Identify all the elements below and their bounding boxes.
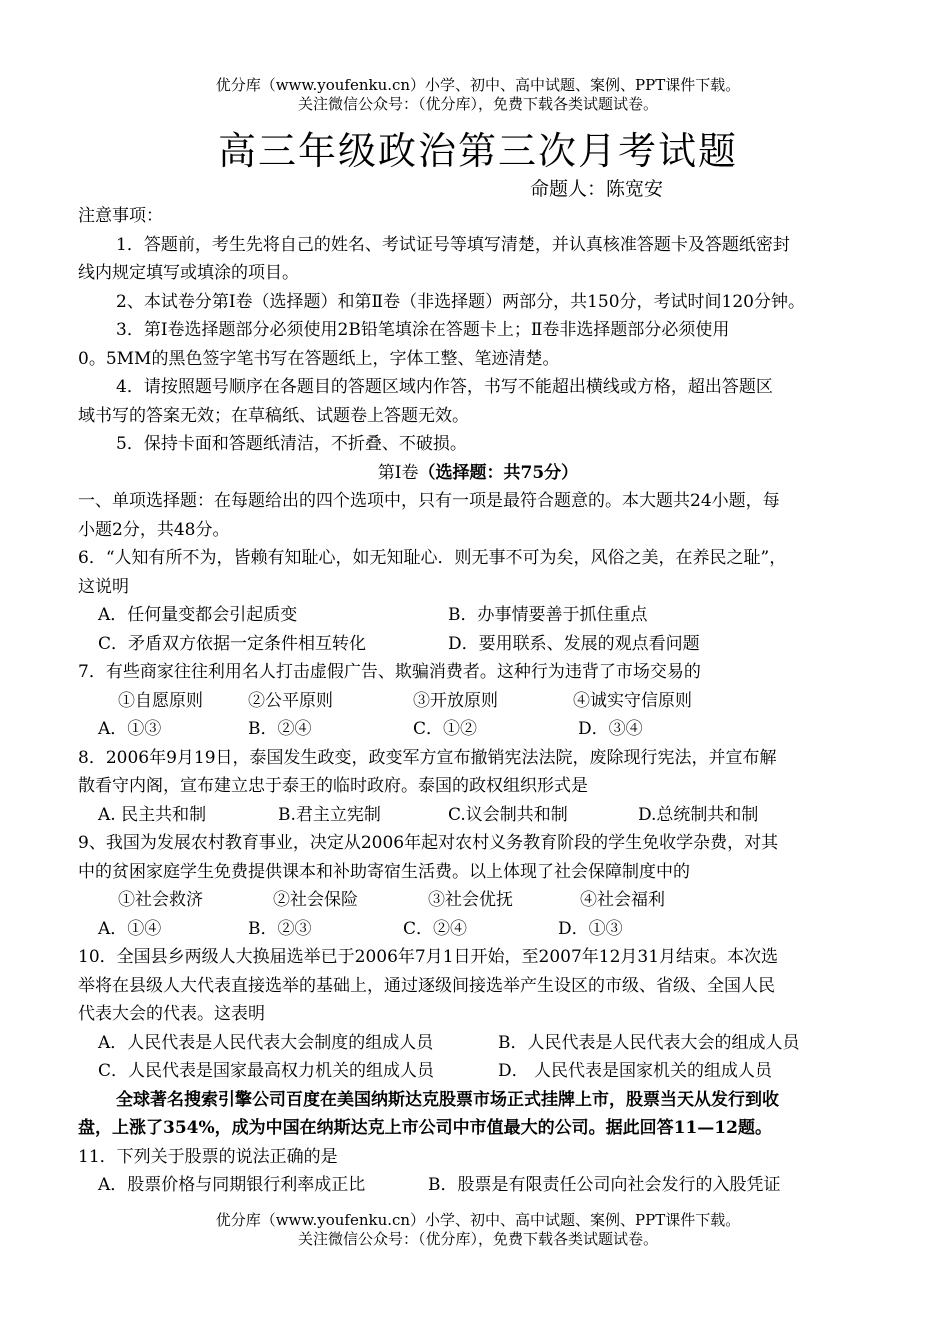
intro-a: 一、单项选择题：在每题给出的四个选项中，只有一项是最符合题意的。本大题共24小题，每 — [78, 491, 780, 511]
q10-stem-a: 10．全国县乡两级人大换届选举已于2006年7月1日开始，至2007年12月31月结束。本次选 — [78, 947, 779, 967]
question-9 — [78, 829, 878, 943]
banner-line-2: 关注微信公众号：（优分库），免费下载各类试题试卷。 — [297, 95, 658, 113]
notes-section — [78, 202, 878, 459]
q7-statement-3: ③开放原则 — [413, 690, 498, 711]
q9-statement-3: ③社会优抚 — [428, 890, 513, 910]
question-6 — [78, 544, 878, 658]
q10-option-a[interactable]: A．人民代表是人民代表大会制度的组成人员 — [98, 1032, 434, 1053]
note-1b: 线内规定填写或填涂的项目。 — [78, 263, 299, 283]
footer-line-2: 关注微信公众号：（优分库），免费下载各类试题试卷。 — [297, 1230, 658, 1248]
note-3a: 3．第Ⅰ卷选择题部分必须使用2B铅笔填涂在答题卡上；Ⅱ卷非选择题部分必须使用 — [116, 320, 730, 340]
q11-options — [78, 1171, 878, 1200]
q11-option-b[interactable]: B．股票是有限责任公司向社会发行的入股凭证 — [428, 1175, 781, 1195]
q7-options — [78, 715, 878, 744]
q9-statement-1: ①社会救济 — [118, 890, 203, 910]
q11-option-a[interactable]: A．股票价格与同期银行利率成正比 — [98, 1175, 366, 1195]
q6-stem-a: 6．“人知有所不为，皆赖有知耻心，如无知耻心．则无事不可为矣，风俗之美，在养民之耻”， — [78, 548, 787, 568]
question-11 — [78, 1143, 878, 1200]
q9-statement-2: ②社会保险 — [273, 890, 358, 910]
exam-page — [78, 76, 878, 1200]
section-prefix: 第Ⅰ卷 — [377, 462, 419, 483]
q10-options-row1 — [78, 1029, 878, 1058]
note-4a: 4．请按照题号顺序在各题目的答题区域内作答，书写不能超出横线或方格，超出答题区 — [116, 377, 773, 397]
material-b: 盘，上涨了354%，成为中国在纳斯达克上市公司中市值最大的公司。据此回答11—12题。 — [78, 1118, 772, 1138]
q6-option-b[interactable]: B．办事情要善于抓住重点 — [448, 605, 648, 625]
question-10 — [78, 943, 878, 1086]
section-heading — [78, 459, 878, 488]
banner-line-1: 优分库（www.youfenku.cn）小学、初中、高中试题、案例、PPT课件下载。 — [215, 76, 741, 94]
question-8 — [78, 744, 878, 830]
author: 命题人：陈宽安 — [529, 178, 663, 200]
q8-option-a[interactable]: A. 民主共和制 — [98, 804, 207, 825]
footer-banner — [78, 1211, 878, 1249]
q7-option-a[interactable]: A．①③ — [98, 719, 162, 739]
q6-option-a[interactable]: A．任何量变都会引起质变 — [98, 605, 298, 625]
note-1a: 1．答题前，考生先将自己的姓名、考试证号等填写清楚，并认真核准答题卡及答题纸密封 — [116, 234, 790, 255]
exam-title: 高三年级政治第三次月考试题 — [217, 129, 738, 173]
reading-material — [78, 1086, 878, 1143]
q10-option-d[interactable]: D． 人民代表是国家机关的组成人员 — [498, 1061, 773, 1081]
q6-option-d[interactable]: D．要用联系、发展的观点看问题 — [448, 633, 700, 654]
q8-options — [78, 801, 878, 830]
q9-option-a[interactable]: A．①④ — [98, 918, 162, 939]
q9-option-c[interactable]: C．②④ — [403, 918, 468, 939]
note-3b: 0。5MM的黑色签字笔书写在答题纸上，字体工整、笔迹清楚。 — [78, 348, 560, 369]
material-a: 全球著名搜索引擎公司百度在美国纳斯达克股票市场正式挂牌上市，股票当天从发行到收 — [116, 1089, 779, 1110]
q7-statement-4: ④诚实守信原则 — [573, 690, 692, 711]
q7-stem: 7．有些商家往往利用名人打击虚假广告、欺骗消费者。这种行为违背了市场交易的 — [78, 662, 701, 682]
q6-stem-b: 这说明 — [78, 576, 129, 597]
q8-stem-b: 散看守内阁，宣布建立忠于泰王的临时政府。泰国的政权组织形式是 — [78, 776, 588, 796]
q9-statements — [78, 886, 878, 915]
q8-option-d[interactable]: D.总统制共和制 — [638, 804, 759, 825]
q9-options — [78, 915, 878, 944]
note-2: 2、本试卷分第Ⅰ卷（选择题）和第Ⅱ卷（非选择题）两部分，共150分，考试时间120分钟。 — [116, 291, 805, 312]
q11-stem: 11．下列关于股票的说法正确的是 — [78, 1146, 338, 1167]
q9-option-b[interactable]: B．②③ — [248, 918, 312, 939]
q10-stem-c: 代表大会的代表。这表明 — [78, 1004, 265, 1024]
q8-option-c[interactable]: C.议会制共和制 — [448, 804, 568, 825]
section-bold: （选择题：共75分） — [418, 462, 579, 483]
q6-options-row1 — [78, 601, 878, 630]
q7-option-d[interactable]: D．③④ — [578, 719, 643, 739]
header-banner — [78, 76, 878, 114]
q6-option-c[interactable]: C．矛盾双方依据一定条件相互转化 — [98, 633, 367, 654]
q10-option-c[interactable]: C．人民代表是国家最高权力机关的组成人员 — [98, 1061, 435, 1081]
intro-b: 小题2分，共48分。 — [78, 519, 230, 540]
q7-statement-1: ①自愿原则 — [118, 690, 203, 711]
notes-heading: 注意事项： — [78, 206, 163, 226]
q7-option-c[interactable]: C．①② — [413, 719, 478, 739]
question-7 — [78, 658, 878, 744]
q9-statement-4: ④社会福利 — [580, 890, 665, 910]
q10-option-b[interactable]: B．人民代表是人民代表大会的组成人员 — [498, 1032, 800, 1053]
note-4b: 域书写的答案无效；在草稿纸、试题卷上答题无效。 — [78, 405, 469, 426]
q7-statements — [78, 687, 878, 716]
q7-statement-2: ②公平原则 — [248, 690, 333, 711]
q8-stem-a: 8．2006年9月19日，泰国发生政变，政变军方宣布撤销宪法法院，废除现行宪法，并宣布解 — [78, 747, 777, 768]
note-5: 5．保持卡面和答题纸清洁，不折叠、不破损。 — [116, 434, 467, 454]
q6-options-row2 — [78, 630, 878, 659]
q9-stem-b: 中的贫困家庭学生免费提供课本和补助寄宿生活费。以上体现了社会保障制度中的 — [78, 861, 690, 882]
q9-option-d[interactable]: D．①③ — [558, 918, 623, 939]
q9-stem-a: 9、我国为发展农村教育事业，决定从2006年起对农村义务教育阶段的学生免收学杂费，对其 — [78, 833, 779, 853]
q8-option-b[interactable]: B.君主立宪制 — [278, 804, 381, 825]
q7-option-b[interactable]: B．②④ — [248, 719, 312, 739]
q10-options-row2 — [78, 1057, 878, 1086]
q10-stem-b: 举将在县级人大代表直接选举的基础上，通过逐级间接选举产生设区的市级、省级、全国人民 — [78, 975, 775, 996]
footer-line-1: 优分库（www.youfenku.cn）小学、初中、高中试题、案例、PPT课件下载。 — [215, 1211, 741, 1229]
